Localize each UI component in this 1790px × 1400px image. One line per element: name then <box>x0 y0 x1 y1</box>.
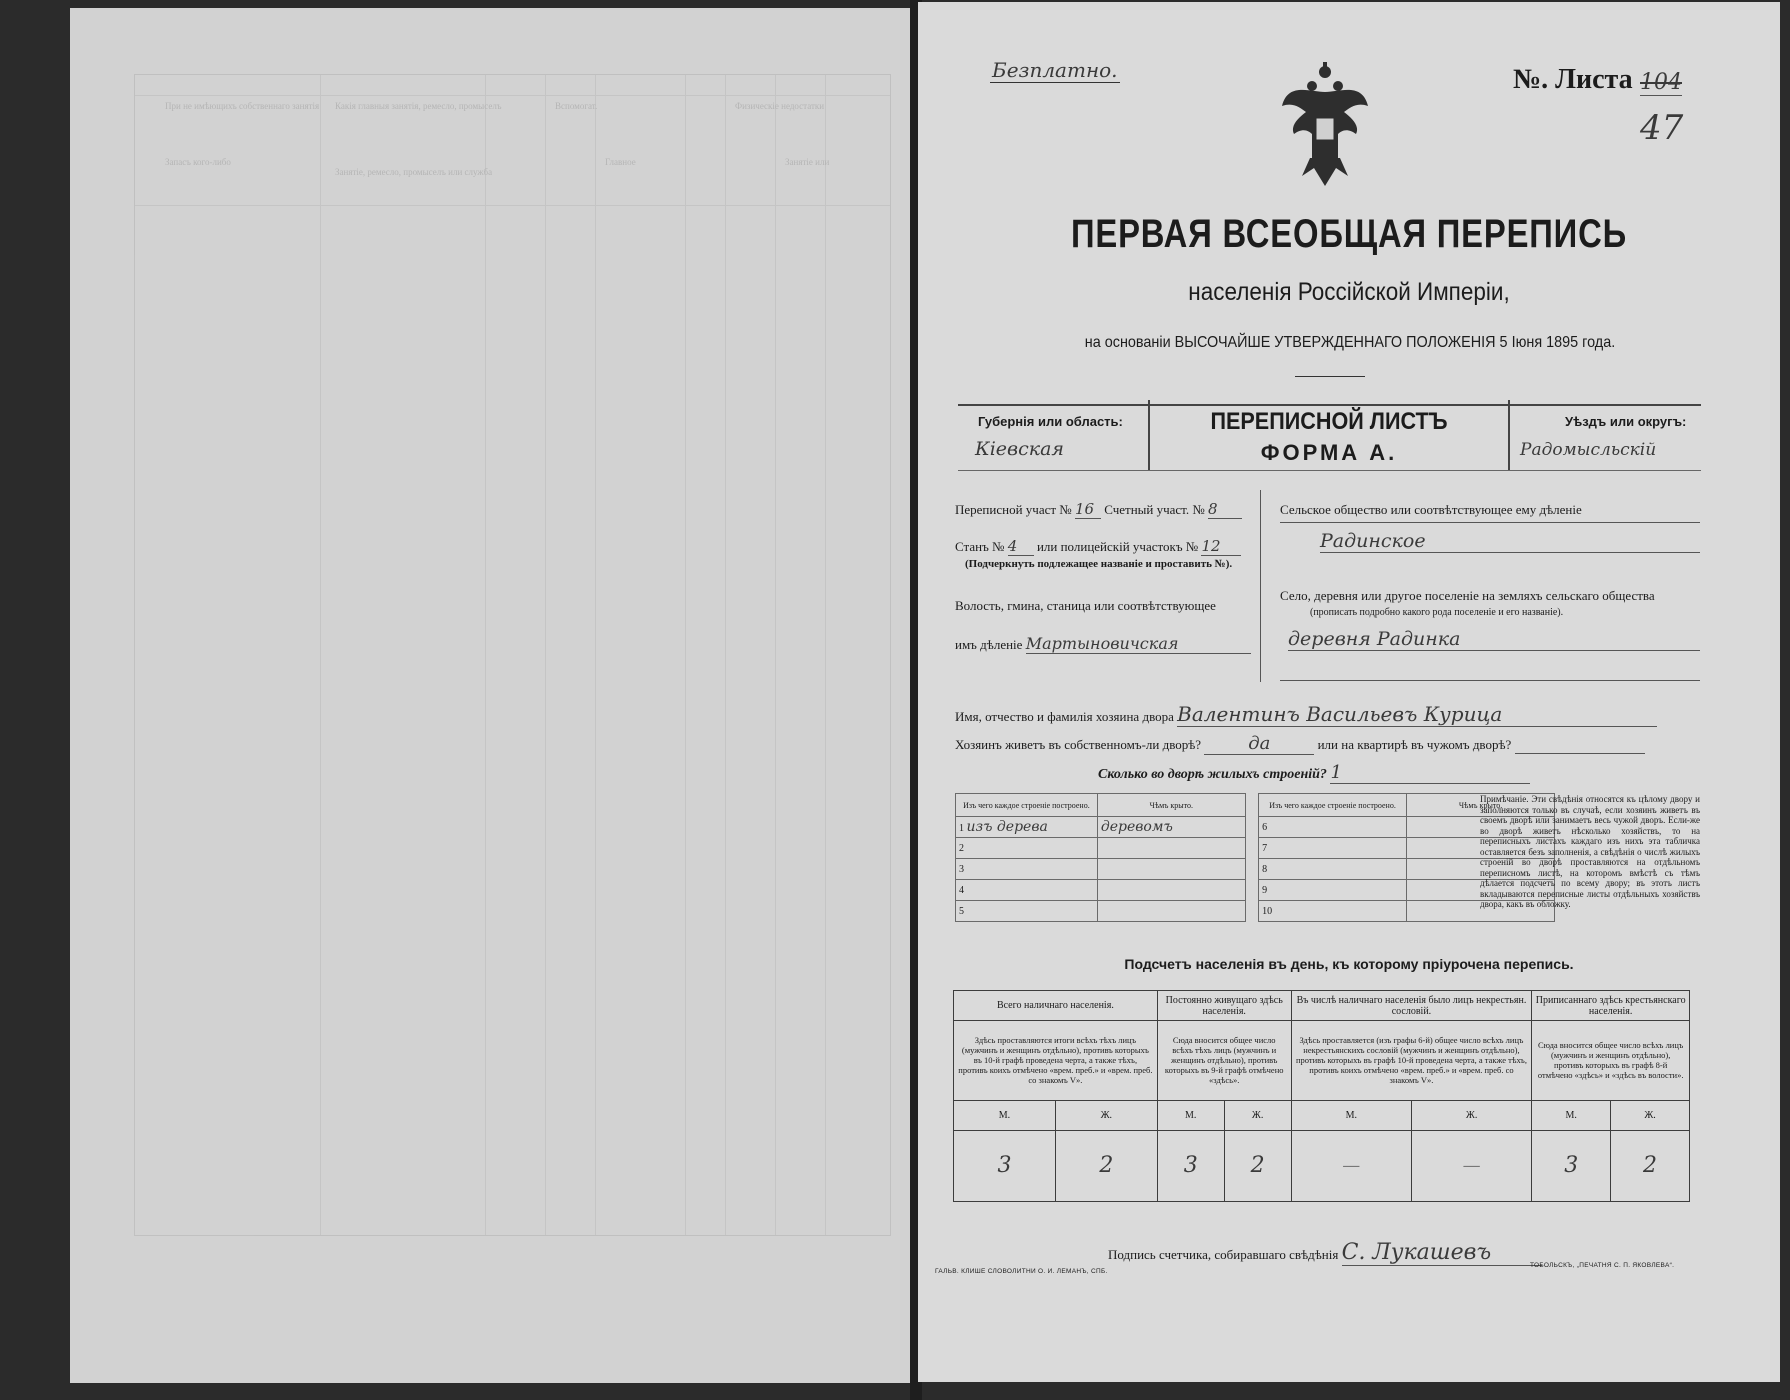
female-header: Ж. <box>1411 1100 1531 1130</box>
col-material: Изъ чего каждое строеніе построено. <box>1259 794 1407 817</box>
printer-mark-right: ТОБОЛЬСКЪ, „ПЕЧАТНЯ С. П. ЯКОВЛЕВА“. <box>1530 1262 1675 1269</box>
material-cell[interactable]: изъ дерева <box>966 819 1048 835</box>
col-description: Сюда вносится общее число всѣхъ тѣхъ лицъ (мужчинъ и женщинъ отдѣльно), противъ которыхъ въ 9-й графѣ отмѣчено «здѣсь». <box>1157 1021 1291 1100</box>
page-subtitle: населенія Россійской Имперіи, <box>1188 278 1510 306</box>
society-label: Сельское общество или соотвѣтствующее ему дѣленіе <box>1280 502 1582 517</box>
col-title: Всего наличнаго населенія. <box>954 991 1158 1021</box>
row-number[interactable]: 10 <box>1259 901 1407 922</box>
female-count[interactable]: — <box>1411 1130 1531 1201</box>
census-district-value[interactable]: 16 <box>1075 500 1101 519</box>
ghost-text: Вспомогат. <box>555 101 598 111</box>
male-header: М. <box>1291 1100 1411 1130</box>
row-number[interactable]: 9 <box>1259 880 1407 901</box>
row-number[interactable]: 3 <box>956 859 1098 880</box>
rent-label: или на квартирѣ въ чужомъ дворѣ? <box>1317 737 1512 752</box>
row-number[interactable]: 7 <box>1259 838 1407 859</box>
bleed-through-grid <box>134 74 891 1236</box>
gubernia-label: Губернія или область: <box>978 414 1123 429</box>
ghost-text: Занятіе или <box>785 157 830 167</box>
roof-cell[interactable] <box>1097 859 1245 880</box>
free-label: Безплатно. <box>992 58 1118 82</box>
ghost-text: Занятіе, ремесло, промыселъ или служба <box>335 167 493 177</box>
ghost-text: Запасъ кого-либо <box>165 157 231 167</box>
roof-cell[interactable] <box>1097 880 1245 901</box>
village-label: Село, деревня или другое поселеніе на земляхъ сельскаго общества <box>1280 588 1655 603</box>
police-label: или полицейскій участокъ № <box>1036 539 1199 554</box>
own-yard-label: Хозяинъ живетъ въ собственномъ-ли дворѣ? <box>955 737 1202 752</box>
police-value[interactable]: 12 <box>1201 537 1241 556</box>
male-header: М. <box>954 1100 1056 1130</box>
owner-value[interactable]: Валентинъ Васильевъ Курица <box>1177 702 1657 727</box>
gubernia-value[interactable]: Кіевская <box>975 438 1064 460</box>
volost-value[interactable]: Мартыновичская <box>1026 634 1251 654</box>
page-title: ПЕРВАЯ ВСЕОБЩАЯ ПЕРЕПИСЬ <box>1071 212 1627 256</box>
uezd-value[interactable]: Радомысльскій <box>1520 440 1657 460</box>
note-paragraph: Примѣчаніе. Эти свѣдѣнія относятся къ цѣлому двору и заполняются только въ случаѣ, если хозяинъ живетъ въ своемъ дворѣ или занимаетъ весь чужой дворъ. Если-же во дворѣ живетъ нѣсколько хозяйствъ, то на переписныхъ листахъ каждаго изъ нихъ эта табличка оставляется безъ заполненія, а свѣдѣнія о числѣ жилыхъ строеній во дворѣ проставляются на отдѣльномъ переписномъ листѣ, на которомъ вмѣстѣ съ тѣмъ дѣлается подсчетъ по всему двору; въ этотъ листъ вкладываются переписные листы отдѣльныхъ хозяйствъ двора, какъ въ обложку. <box>1480 794 1700 909</box>
row-number: 1 <box>959 823 964 834</box>
imperial-eagle-icon <box>1280 62 1370 190</box>
col-description: Здѣсь проставляется (изъ графы 6-й) общее число всѣхъ лицъ некрестьянскихъ сословій (мужчинъ и женщинъ отдѣльно), противъ которыхъ въ графѣ 10-й проведена черта, а также тѣхъ, противъ коихъ отмѣчено «врем. преб.» и «врем. преб. со знакомъ V». <box>1291 1021 1532 1100</box>
column-divider <box>1260 490 1261 682</box>
counting-district-label: Счетный участ. № <box>1104 502 1205 517</box>
stan-label: Станъ № <box>955 539 1005 554</box>
male-header: М. <box>1157 1100 1224 1130</box>
col-roof: Чѣмъ крыто. <box>1097 794 1245 817</box>
underline-note: (Подчеркнуть подлежащее названіе и проставить №). <box>965 558 1233 570</box>
col-material: Изъ чего каждое строеніе построено. <box>956 794 1098 817</box>
male-count[interactable]: — <box>1291 1130 1411 1201</box>
society-value[interactable]: Радинское <box>1320 530 1700 553</box>
female-header: Ж. <box>1224 1100 1291 1130</box>
female-header: Ж. <box>1611 1100 1690 1130</box>
table-row <box>956 817 1555 838</box>
signature-value[interactable]: С. Лукашевъ <box>1342 1240 1542 1266</box>
buildings-table <box>955 793 1555 922</box>
rule-line <box>1280 522 1700 523</box>
sheet-number-value: 104 <box>1640 70 1682 95</box>
roof-cell[interactable]: деревомъ <box>1097 817 1245 838</box>
row-number[interactable]: 6 <box>1259 817 1407 838</box>
table-row <box>956 901 1555 922</box>
basis-line: на основаніи ВЫСОЧАЙШЕ УТВЕРЖДЕННАГО ПОЛОЖЕНІЯ 5 Іюня 1895 года. <box>1084 334 1616 351</box>
owner-label: Имя, отчество и фамилія хозяина двора <box>955 709 1174 724</box>
col-title: Въ числѣ наличнаго населенія было лицъ некрестьян. сословій. <box>1291 991 1532 1021</box>
village-value[interactable]: деревня Радинка <box>1288 628 1700 651</box>
uezd-label: Уѣздъ или округъ: <box>1565 414 1687 429</box>
table-row <box>956 838 1555 859</box>
col-title: Постоянно живущаго здѣсь населенія. <box>1157 991 1291 1021</box>
sheet-number-handwritten: 47 <box>1640 108 1684 148</box>
population-count-table <box>953 990 1690 1202</box>
printer-mark-left: ГАЛЬВ. КЛИШЕ СЛОВОЛИТНИ О. И. ЛЕМАНЪ, СПБ. <box>935 1268 1108 1275</box>
roof-cell[interactable] <box>1097 901 1245 922</box>
buildings-label: Сколько во дворѣ жилыхъ строеній? <box>1098 767 1327 782</box>
table-row <box>956 859 1555 880</box>
row-number[interactable]: 5 <box>956 901 1098 922</box>
count-title: Подсчетъ населенія въ день, къ которому пріурочена перепись. <box>1124 956 1574 972</box>
table-row <box>956 880 1555 901</box>
female-count[interactable]: 2 <box>1611 1130 1690 1201</box>
male-count[interactable]: 3 <box>1532 1130 1611 1201</box>
male-count[interactable]: 3 <box>954 1130 1056 1201</box>
col-description: Здѣсь проставляются итоги всѣхъ тѣхъ лицъ (мужчинъ и женщинъ отдѣльно), противъ которыхъ въ 10-й графѣ проведена черта, а также тѣхъ, противъ коихъ отмѣчено «врем. преб.» и «врем. преб. со знакомъ V». <box>954 1021 1158 1100</box>
female-count[interactable]: 2 <box>1055 1130 1157 1201</box>
counting-district-value[interactable]: 8 <box>1208 500 1242 519</box>
volost-label-2: имъ дѣленіе <box>955 637 1023 652</box>
roof-cell[interactable] <box>1097 838 1245 859</box>
col-title: Приписаннаго здѣсь крестьянскаго населенія. <box>1532 991 1690 1021</box>
signature-label: Подпись счетчика, собиравшаго свѣдѣнія <box>1108 1247 1339 1262</box>
buildings-value[interactable]: 1 <box>1330 762 1530 784</box>
ghost-text: Какія главныя занятія, ремесло, промыселъ <box>335 101 502 111</box>
col-description: Сюда вносится общее число всѣхъ лицъ (мужчинъ и женщинъ отдѣльно), противъ которыхъ въ графѣ 8-й отмѣчено «здѣсь» и «здѣсь въ волости». <box>1532 1021 1690 1100</box>
own-yard-value[interactable]: да <box>1204 733 1314 755</box>
col-roof: Чѣмъ крыто. <box>1407 794 1555 817</box>
female-header: Ж. <box>1055 1100 1157 1130</box>
village-note: (прописать подробно какого рода поселеніе и его названіе). <box>1310 607 1564 618</box>
rule-line <box>1280 680 1700 681</box>
female-count[interactable]: 2 <box>1224 1130 1291 1201</box>
row-number[interactable]: 2 <box>956 838 1098 859</box>
divider <box>1508 400 1510 470</box>
row-number[interactable]: 8 <box>1259 859 1407 880</box>
form-name: ФОРМА А. <box>1260 440 1398 465</box>
volost-label: Волость, гмина, станица или соотвѣтствующее <box>955 598 1216 613</box>
ornament-divider <box>1295 376 1365 377</box>
row-number[interactable]: 4 <box>956 880 1098 901</box>
sheet-title: ПЕРЕПИСНОЙ ЛИСТЪ <box>1210 408 1448 435</box>
ghost-text: При не имѣющихъ собственнаго занятія <box>165 101 320 111</box>
census-district-label: Переписной участ № <box>955 502 1072 517</box>
ghost-text: Главное <box>605 157 636 167</box>
stan-value[interactable]: 4 <box>1008 537 1034 556</box>
ghost-text: Физическіе недостатки <box>735 101 825 111</box>
sheet-number-label: №. Листа <box>1513 64 1633 95</box>
male-count[interactable]: 3 <box>1157 1130 1224 1201</box>
male-header: М. <box>1532 1100 1611 1130</box>
